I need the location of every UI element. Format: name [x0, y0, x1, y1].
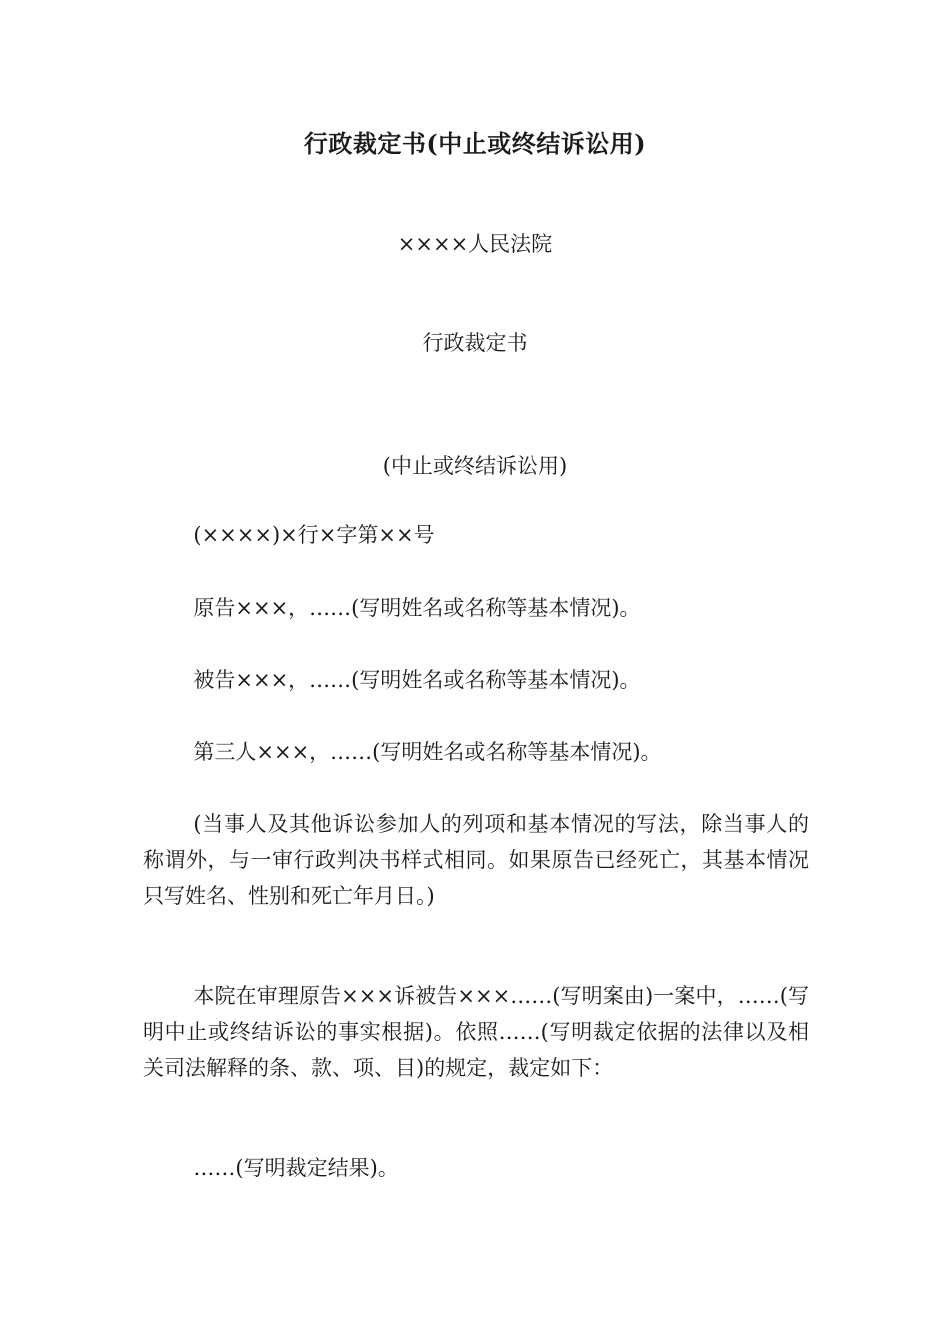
defendant-paragraph: 被告×××，……(写明姓名或名称等基本情况)。: [193, 668, 641, 692]
third-party-paragraph: 第三人×××，……(写明姓名或名称等基本情况)。: [193, 740, 662, 764]
document-subtitle: (中止或终结诉讼用): [382, 454, 568, 478]
case-number-paragraph: (××××)×行×字第××号: [193, 523, 435, 547]
document-type: 行政裁定书: [422, 331, 528, 355]
ruling-basis-paragraph: 本院在审理原告×××诉被告×××……(写明案由)一案中，……(写明中止或终结诉讼的事实根据)。依照……(写明裁定依据的法律以及相关司法解释的条、款、项、目)的规定，裁定如下：: [143, 984, 809, 1080]
plaintiff-paragraph: 原告×××，……(写明姓名或名称等基本情况)。: [193, 596, 641, 620]
court-name: ××××人民法院: [397, 232, 553, 256]
document-title: 行政裁定书(中止或终结诉讼用): [303, 129, 647, 158]
ruling-result-paragraph: ……(写明裁定结果)。: [193, 1156, 399, 1180]
party-note-paragraph: (当事人及其他诉讼参加人的列项和基本情况的写法，除当事人的称谓外，与一审行政判决书样式相同。如果原告已经死亡，其基本情况只写姓名、性别和死亡年月日。): [143, 812, 809, 908]
